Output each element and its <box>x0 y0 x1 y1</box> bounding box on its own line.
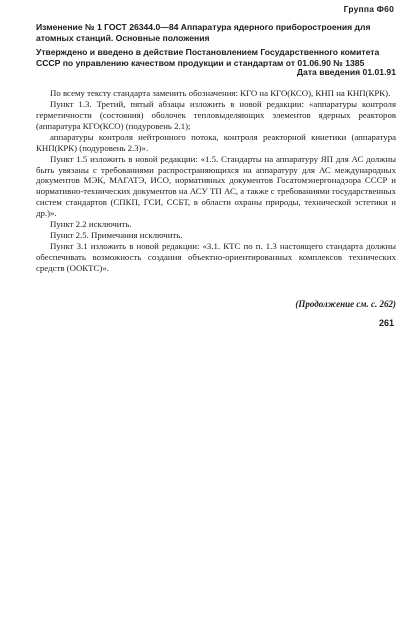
amendment-title-line1: Изменение № 1 ГОСТ 26344.0—84 Аппаратура ядерного приборостроения для <box>36 22 371 32</box>
effective-date: Дата введения 01.01.91 <box>296 67 396 77</box>
paragraph: Пункт 2.5. Примечания исключить. <box>50 230 183 241</box>
paragraph: аппаратуры контроля нейтронного потока, контроля реакторной кинетики (аппаратура КНП(КРК) (подуровень 2.3)». <box>36 132 396 153</box>
paragraph: Пункт 1.3. Третий, пятый абзацы изложить в новой редакции: «аппаратуры контроля герметичности (состояния) оболочек тепловыделяющих элементов ядерных реакторов (аппаратура КГО(КСО) (подуровень 2.1); <box>36 99 396 131</box>
paragraph: Пункт 1.5 изложить в новой редакции: «1.5. Стандарты на аппаратуру ЯП для АС должны быть увязаны с требованиями распространяющихся на аппаратуру для АС международных документов МЭК, МАГАТЭ, ИСО, нормативных документов Госатомэнергонадзора СССР и нормативно-технических документов на АСУ ТП АС, а также с требованиями государственных систем стандартов (СПКП, ГСИ, ССБТ, в области охраны природы, технической эстетики и др.)». <box>36 154 396 218</box>
amendment-title <box>36 22 396 43</box>
approval-statement: Утверждено и введено в действие Постановлением Государственного комитета СССР по управлению качеством продукции и стандартам от 01.06.90 № 1385 <box>36 47 380 68</box>
paragraph: Пункт 2.2 исключить. <box>50 218 132 229</box>
amendment-title-line2: атомных станций. Основные положения <box>36 32 210 43</box>
page-number: 261 <box>378 318 394 328</box>
paragraph: По всему тексту стандарта заменить обозначения: КГО на КГО(КСО), КНП на КНП(КРК). <box>50 88 391 98</box>
paragraph: Пункт 3.1 изложить в новой редакции: «3.1. КТС по п. 1.3 настоящего стандарта должны обеспечивать возможность создания объектно-ориентированных комплексов технических средств (ООКТС)». <box>36 241 396 273</box>
group-code: Группа Ф60 <box>343 4 394 14</box>
amendment-body <box>36 88 396 274</box>
continued-note: (Продолжение см. с. 262) <box>295 299 396 309</box>
